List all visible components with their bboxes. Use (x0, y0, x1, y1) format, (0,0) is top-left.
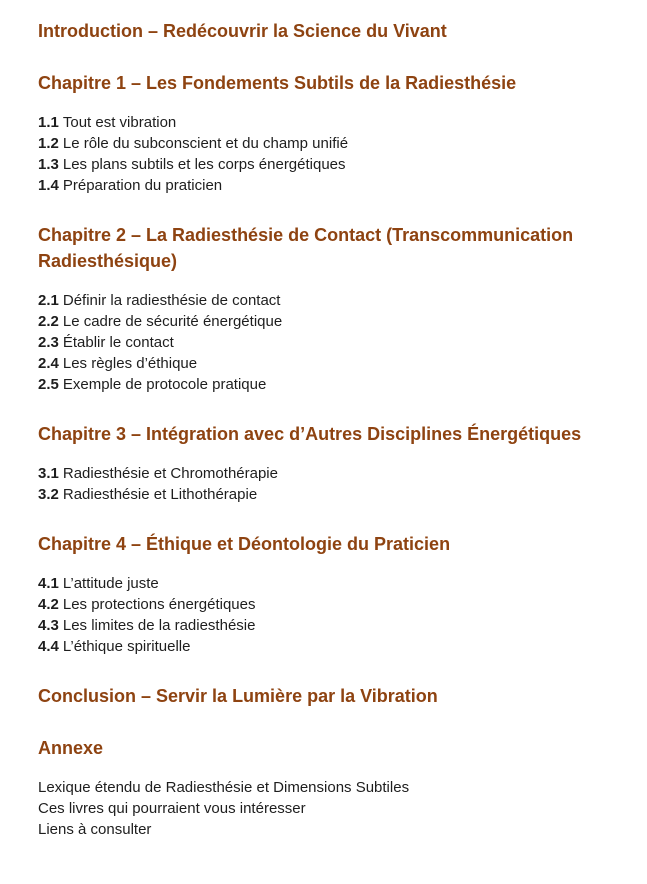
toc-item (38, 112, 629, 133)
toc-item-label: Tout est vibration (62, 114, 177, 131)
chapters-container (38, 70, 629, 657)
toc-item (38, 594, 629, 615)
chapter-items-container (38, 290, 629, 395)
toc-item-label: L’éthique spirituelle (62, 638, 191, 655)
annexe-items-container (38, 777, 629, 840)
toc-item (38, 484, 629, 505)
toc-heading-chapter: Chapitre 1 – Les Fondements Subtils de la Radiesthésie (38, 73, 517, 93)
toc-item-number: 4.2 (38, 596, 59, 613)
toc-item-label: Les plans subtils et les corps énergétiques (62, 156, 346, 173)
annexe-item: Ces livres qui pourraient vous intéresser (38, 800, 306, 817)
toc-item (38, 374, 629, 395)
toc-item-label: Définir la radiesthésie de contact (62, 292, 281, 309)
toc-item-label: Radiesthésie et Chromothérapie (62, 465, 278, 482)
annexe-item: Lexique étendu de Radiesthésie et Dimensions Subtiles (38, 779, 410, 796)
toc-item (38, 290, 629, 311)
toc-item-number: 1.2 (38, 135, 59, 152)
chapter-items-container (38, 573, 629, 657)
toc-item (38, 636, 629, 657)
toc-item-number: 4.1 (38, 575, 59, 592)
toc-item-number: 4.3 (38, 617, 59, 634)
chapter-items-container (38, 112, 629, 196)
toc-item (38, 353, 629, 374)
toc-item-number: 1.3 (38, 156, 59, 173)
toc-item-label: Les protections énergétiques (62, 596, 256, 613)
toc-item (38, 311, 629, 332)
toc-heading-chapter: Chapitre 4 – Éthique et Déontologie du Praticien (38, 534, 451, 554)
toc-heading-annexe: Annexe (38, 738, 104, 758)
toc-item-number: 2.5 (38, 376, 59, 393)
toc-heading-introduction: Introduction – Redécouvrir la Science du Vivant (38, 21, 447, 41)
chapter-items-container (38, 463, 629, 505)
toc-item-number: 1.4 (38, 177, 59, 194)
toc-item-number: 3.1 (38, 465, 59, 482)
toc-item-number: 4.4 (38, 638, 59, 655)
toc-item-label: Établir le contact (62, 334, 174, 351)
toc-item (38, 133, 629, 154)
toc-item-number: 3.2 (38, 486, 59, 503)
annexe-item: Liens à consulter (38, 821, 152, 838)
toc-heading-chapter: Chapitre 2 – La Radiesthésie de Contact (Transcommunication Radiesthésique) (38, 225, 574, 271)
toc-item-label: Le cadre de sécurité énergétique (62, 313, 283, 330)
toc-item-label: Les règles d’éthique (62, 355, 198, 372)
toc-item-number: 1.1 (38, 114, 59, 131)
toc-item (38, 175, 629, 196)
toc-item (38, 615, 629, 636)
toc-item-number: 2.4 (38, 355, 59, 372)
toc-item-label: Le rôle du subconscient et du champ unifié (62, 135, 349, 152)
toc-item (38, 573, 629, 594)
toc-item (38, 463, 629, 484)
toc-item (38, 332, 629, 353)
toc-heading-chapter: Chapitre 3 – Intégration avec d’Autres Disciplines Énergétiques (38, 424, 582, 444)
toc-item-label: Radiesthésie et Lithothérapie (62, 486, 258, 503)
toc-item-label: L’attitude juste (62, 575, 159, 592)
toc-item-number: 2.3 (38, 334, 59, 351)
toc-item (38, 154, 629, 175)
toc-heading-conclusion: Conclusion – Servir la Lumière par la Vibration (38, 686, 438, 706)
toc-item-number: 2.2 (38, 313, 59, 330)
toc-item-label: Exemple de protocole pratique (62, 376, 267, 393)
toc-item-label: Les limites de la radiesthésie (62, 617, 256, 634)
toc-item-number: 2.1 (38, 292, 59, 309)
toc-item-label: Préparation du praticien (62, 177, 223, 194)
